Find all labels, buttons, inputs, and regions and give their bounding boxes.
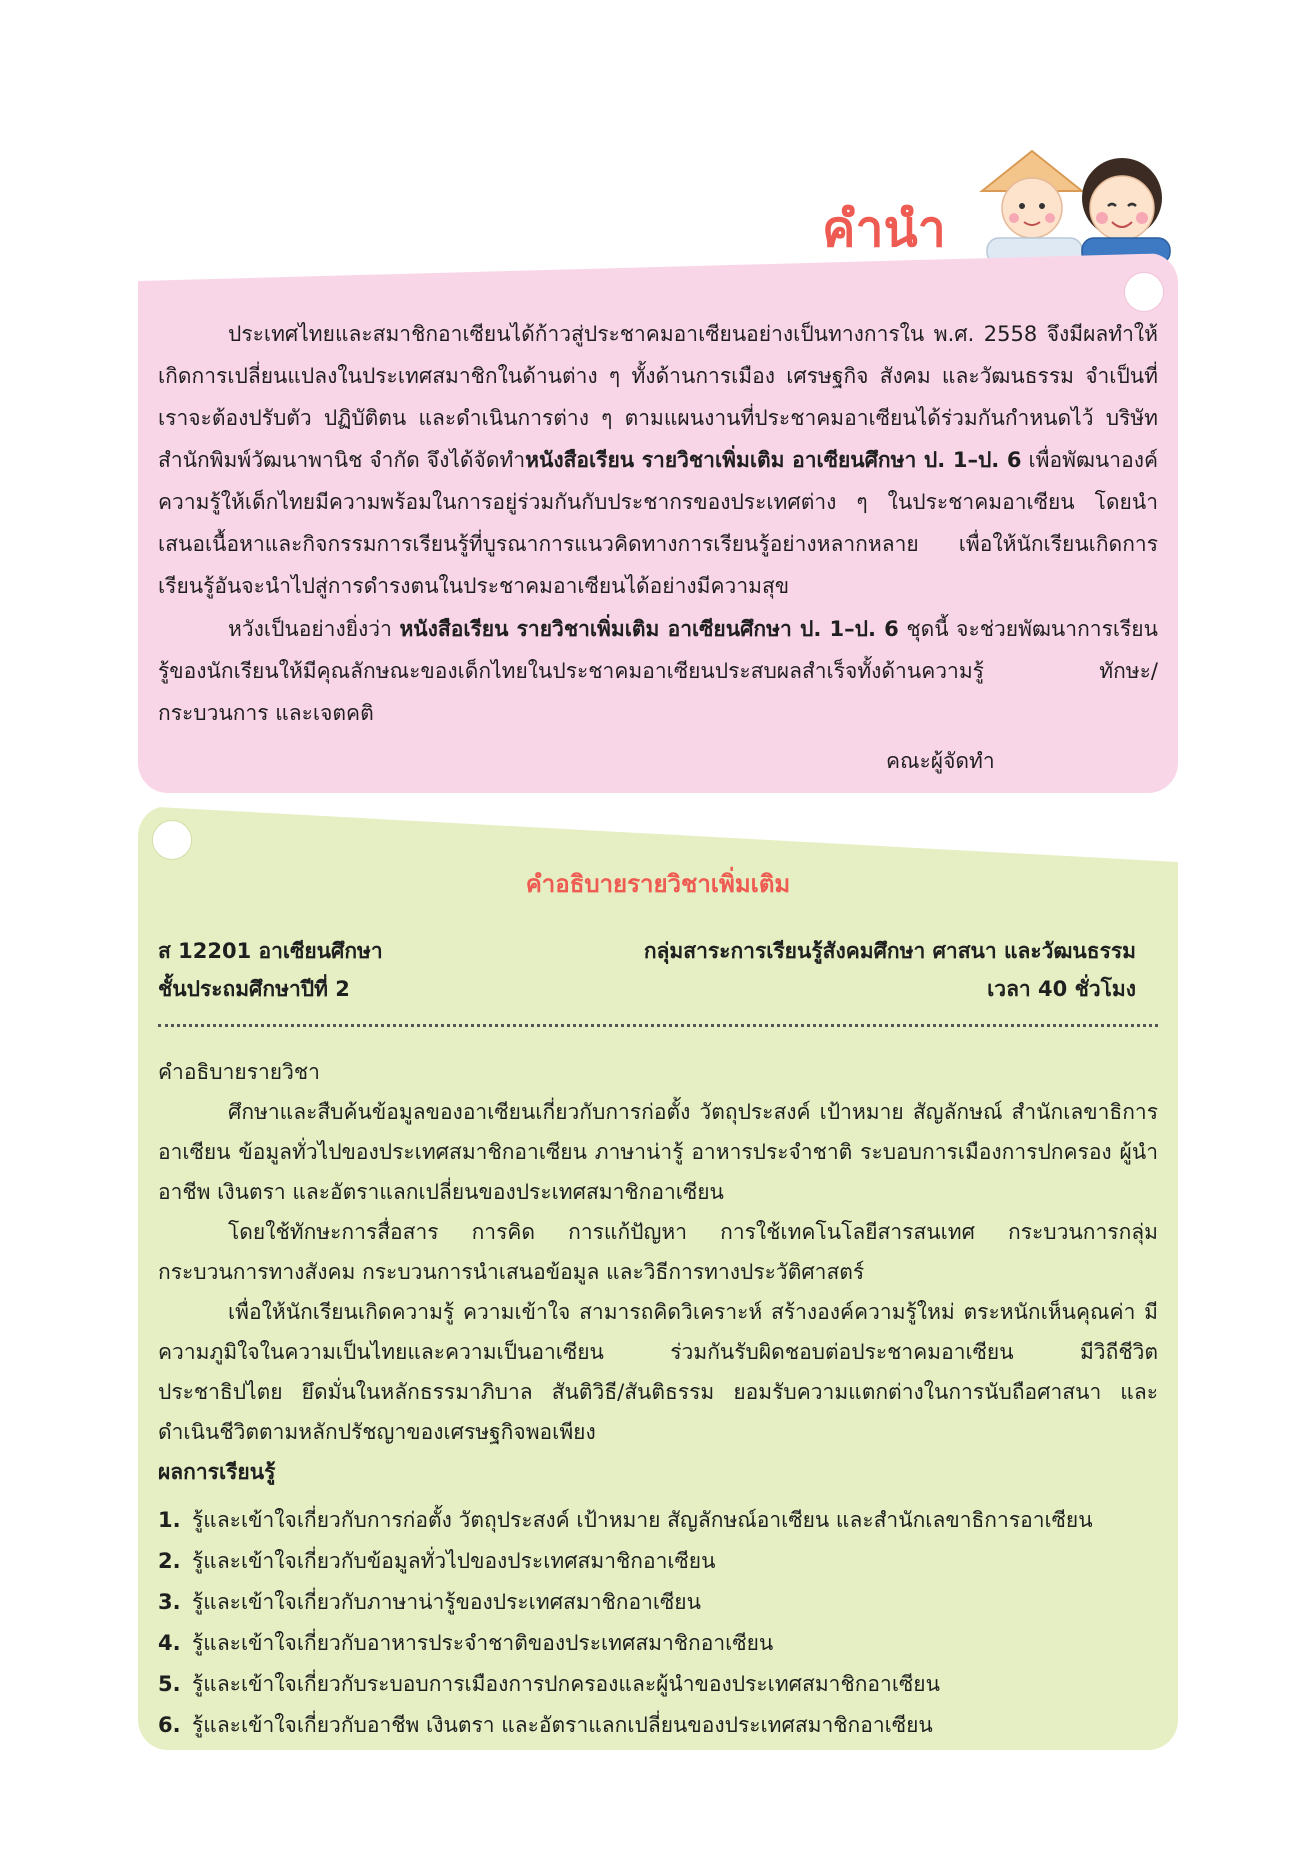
preface-title: คำนำ — [822, 200, 946, 258]
course-title: คำอธิบายรายวิชาเพิ่มเติม — [525, 870, 791, 898]
list-item: 6. รู้และเข้าใจเกี่ยวกับอาชีพ เงินตรา และอัตราแลกเปลี่ยนของประเทศสมาชิกอาเซียน — [158, 1713, 933, 1737]
list-item: 1. รู้และเข้าใจเกี่ยวกับการก่อตั้ง วัตถุประสงค์ เป้าหมาย สัญลักษณ์อาเซียน และสำนักเลขาธิการอาเซียน — [158, 1508, 1093, 1532]
two-kids-icon — [962, 146, 1172, 266]
list-item: 3. รู้และเข้าใจเกี่ยวกับภาษาน่ารู้ของประเทศสมาชิกอาเซียน — [158, 1590, 701, 1614]
course-grade: ชั้นประถมศึกษาปีที่ 2 — [158, 977, 350, 1001]
outcomes-label: ผลการเรียนรู้ — [158, 1460, 276, 1484]
course-duration: เวลา 40 ชั่วโมง — [987, 977, 1136, 1001]
list-item: 4. รู้และเข้าใจเกี่ยวกับอาหารประจำชาติของประเทศสมาชิกอาเซียน — [158, 1631, 774, 1655]
course-group: กลุ่มสาระการเรียนรู้สังคมศึกษา ศาสนา และวัฒนธรรม — [643, 939, 1136, 963]
description-paragraph-2: โดยใช้ทักษะการสื่อสาร การคิด การแก้ปัญหา การใช้เทคโนโลยีสารสนเทศ กระบวนการกลุ่ม กระบวนการทางสังคม กระบวนการนำเสนอข้อมูล และวิธีการทางประวัติศาสตร์ — [158, 1220, 1158, 1284]
preface-paragraph-2: หวังเป็นอย่างยิ่งว่า หนังสือเรียน รายวิชาเพิ่มเติม อาเซียนศึกษา ป. 1–ป. 6 ชุดนี้ จะช่วยพัฒนาการเรียนรู้ของนักเรียนให้มีคุณลักษณะของเด็กไทยในประชาคมอาเซียนประสบผลสำเร็จทั้งด้านความรู้ ทักษะ/กระบวนการ และเจตคติ — [158, 617, 1158, 725]
list-item: 2. รู้และเข้าใจเกี่ยวกับข้อมูลทั่วไปของประเทศสมาชิกอาเซียน — [158, 1549, 716, 1573]
list-item: 5. รู้และเข้าใจเกี่ยวกับระบอบการเมืองการปกครองและผู้นำของประเทศสมาชิกอาเซียน — [158, 1672, 940, 1696]
course-code: ส 12201 อาเซียนศึกษา — [158, 939, 383, 963]
description-paragraph-1: ศึกษาและสืบค้นข้อมูลของอาเซียนเกี่ยวกับการก่อตั้ง วัตถุประสงค์ เป้าหมาย สัญลักษณ์ สำนักเลขาธิการอาเซียน ข้อมูลทั่วไปของประเทศสมาชิกอาเซียน ภาษาน่ารู้ อาหารประจำชาติ ระบอบการเมืองการปกครอง ผู้นำ อาชีพ เงินตรา และอัตราแลกเปลี่ยนของประเทศสมาชิกอาเซียน — [158, 1100, 1158, 1204]
decorative-dot — [1124, 272, 1164, 312]
description-label: คำอธิบายรายวิชา — [158, 1060, 320, 1084]
outcomes-list — [158, 1500, 1168, 1746]
decorative-dot — [152, 820, 192, 860]
description-paragraph-3: เพื่อให้นักเรียนเกิดความรู้ ความเข้าใจ สามารถคิดวิเคราะห์ สร้างองค์ความรู้ใหม่ ตระหนักเห็นคุณค่า มีความภูมิใจในความเป็นไทยและความเป็นอาเซียน ร่วมกันรับผิดชอบต่อประชาคมอาเซียน มีวิถีชีวิตประชาธิปไตย ยึดมั่นในหลักธรรมาภิบาล สันติวิธี/สันติธรรม ยอมรับความแตกต่างในการนับถือศาสนา และดำเนินชีวิตตามหลักปรัชญาของเศรษฐกิจพอเพียง — [158, 1300, 1158, 1444]
preface-signature: คณะผู้จัดทำ — [886, 749, 995, 773]
preface-paragraph-1: ประเทศไทยและสมาชิกอาเซียนได้ก้าวสู่ประชาคมอาเซียนอย่างเป็นทางการใน พ.ศ. 2558 จึงมีผลทำให้เกิดการเปลี่ยนแปลงในประเทศสมาชิกในด้านต่าง ๆ ทั้งด้านการเมือง เศรษฐกิจ สังคม และวัฒนธรรม จำเป็นที่เราจะต้องปรับตัว ปฏิบัติตน และดำเนินการต่าง ๆ ตามแผนงานที่ประชาคมอาเซียนได้ร่วมกันกำหนดไว้ บริษัท สำนักพิมพ์วัฒนาพานิช จำกัด จึงได้จัดทำหนังสือเรียน รายวิชาเพิ่มเติม อาเซียนศึกษา ป. 1–ป. 6 เพื่อพัฒนาองค์ความรู้ให้เด็กไทยมีความพร้อมในการอยู่ร่วมกันกับประชากรของประเทศต่าง ๆ ในประชาคมอาเซียน โดยนำเสนอเนื้อหาและกิจกรรมการเรียนรู้ที่บูรณาการแนวคิดทางการเรียนรู้อย่างหลากหลาย เพื่อให้นักเรียนเกิดการเรียนรู้อันจะนำไปสู่การดำรงตนในประชาคมอาเซียนได้อย่างมีความสุข — [158, 322, 1158, 598]
dotted-divider — [158, 1024, 1158, 1027]
